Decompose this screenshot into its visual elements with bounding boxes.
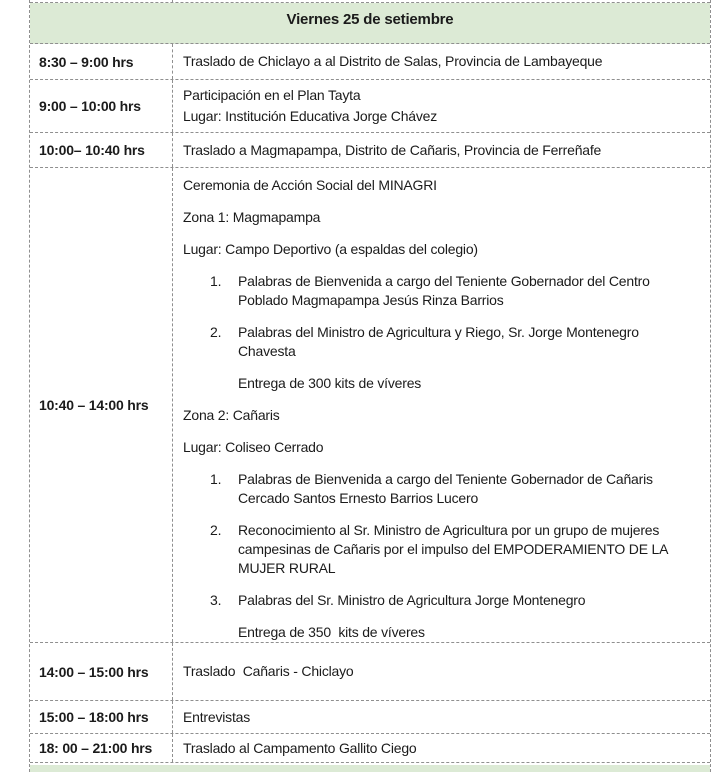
schedule-row xyxy=(30,701,710,734)
description-line: Participación en el Plan Tayta xyxy=(183,87,361,103)
next-table-header-fragment xyxy=(30,765,710,772)
schedule-row xyxy=(30,643,710,701)
indented-paragraph: Entrega de 350 kits de víveres xyxy=(238,624,425,640)
time-cell: 18: 00 – 21:00 hrs xyxy=(30,734,173,762)
numbered-list-item xyxy=(183,470,696,508)
description-text: Traslado Cañaris - Chiclayo xyxy=(183,663,354,679)
description-text: Traslado a Magmapampa, Distrito de Cañaris, Provincia de Ferreñafe xyxy=(183,141,602,158)
paragraph: Lugar: Coliseo Cerrado xyxy=(183,439,324,455)
time-cell: 10:40 – 14:00 hrs xyxy=(30,168,173,642)
time-cell: 10:00– 10:40 hrs xyxy=(30,133,173,167)
description-cell xyxy=(173,44,710,79)
numbered-list-item xyxy=(183,521,696,578)
numbered-list-item xyxy=(183,272,696,310)
paragraph: Ceremonia de Acción Social del MINAGRI xyxy=(183,177,437,193)
list-item-text: Reconocimiento al Sr. Ministro de Agricultura por un grupo de mujeres campesinas de Cañaris por el impulso del EMPODERAMIENTO DE LA MUJER RURAL xyxy=(238,522,672,576)
list-item-number: 1. xyxy=(210,471,222,487)
list-item-number: 2. xyxy=(210,522,222,538)
list-item-text: Palabras de Bienvenida a cargo del Teniente Gobernador del Centro Poblado Magmapampa Jesús Rinza Barrios xyxy=(238,273,654,308)
time-cell: 9:00 – 10:00 hrs xyxy=(30,80,173,132)
time-cell: 15:00 – 18:00 hrs xyxy=(30,701,173,733)
list-item-number: 3. xyxy=(210,592,222,608)
description-text: Traslado al Campamento Gallito Ciego xyxy=(183,739,417,756)
description-cell xyxy=(173,734,710,762)
paragraph: Zona 2: Cañaris xyxy=(183,407,280,423)
schedule-row xyxy=(30,80,710,133)
previous-row-desc-cell-fragment xyxy=(173,0,710,2)
schedule-row xyxy=(30,133,710,168)
list-item-text: Palabras de Bienvenida a cargo del Teniente Gobernador de Cañaris Cercado Santos Ernesto Barrios Lucero xyxy=(238,471,657,506)
schedule-table xyxy=(29,0,711,772)
day-header-row xyxy=(30,3,710,44)
numbered-list-item xyxy=(183,323,696,361)
description-cell xyxy=(173,701,710,733)
description-line: Lugar: Institución Educativa Jorge Chávez xyxy=(183,108,438,124)
schedule-row xyxy=(30,734,710,763)
paragraph: Zona 1: Magmapampa xyxy=(183,209,321,225)
description-text: Traslado de Chiclayo a al Distrito de Salas, Provincia de Lambayeque xyxy=(183,53,603,69)
indented-paragraph: Entrega de 300 kits de víveres xyxy=(238,375,422,391)
list-item-number: 2. xyxy=(210,324,222,340)
previous-row-time-cell-fragment xyxy=(30,0,173,2)
description-cell xyxy=(173,643,710,700)
schedule-row xyxy=(30,168,710,643)
description-cell xyxy=(173,80,710,132)
list-item-text: Palabras del Sr. Ministro de Agricultura Jorge Montenegro xyxy=(238,592,586,608)
paragraph: Lugar: Campo Deportivo (a espaldas del colegio) xyxy=(183,241,478,257)
day-header-title: Viernes 25 de setiembre xyxy=(286,10,454,28)
time-cell: 14:00 – 15:00 hrs xyxy=(30,643,173,700)
list-item-number: 1. xyxy=(210,273,222,289)
description-cell xyxy=(173,168,710,642)
schedule-row xyxy=(30,44,710,80)
description-text: Entrevistas xyxy=(183,708,251,725)
numbered-list-item xyxy=(183,591,696,610)
description-cell xyxy=(173,133,710,167)
list-item-text: Palabras del Ministro de Agricultura y Riego, Sr. Jorge Montenegro Chavesta xyxy=(238,324,643,359)
time-cell: 8:30 – 9:00 hrs xyxy=(30,44,173,79)
schedule-rows-container xyxy=(30,44,710,763)
